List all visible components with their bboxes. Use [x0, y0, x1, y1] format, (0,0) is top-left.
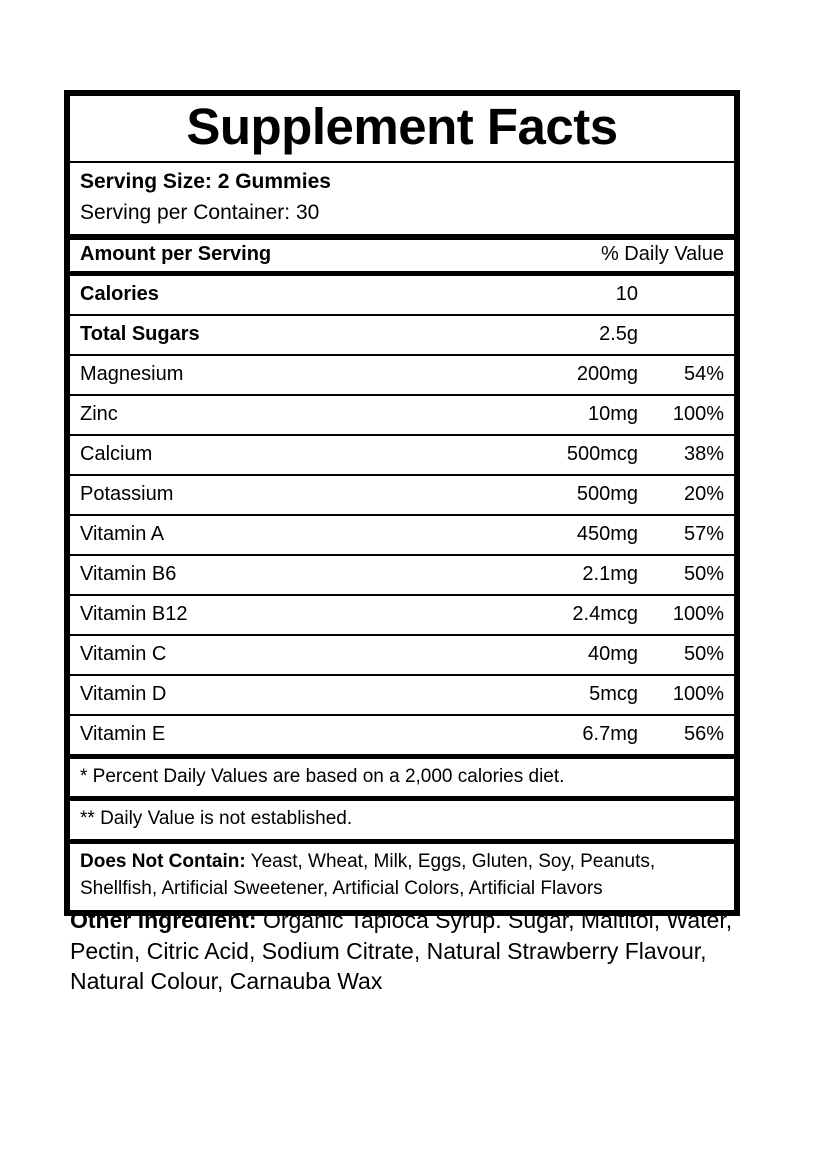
- other-ingredient-text: Organic Tapioca Syrup. Sugar, Maltitol, Water, Pectin, Citric Acid, Sodium Citrate, Natural Strawberry Flavour, Natural Colour, Carnauba Wax: [70, 907, 733, 995]
- daily-value-header: % Daily Value: [600, 242, 724, 265]
- table-row: [70, 356, 734, 396]
- table-row: [70, 596, 734, 636]
- other-ingredient-label: Other ingredient:: [70, 907, 257, 933]
- table-row: [70, 396, 734, 436]
- nutrient-daily-value: 56%: [683, 722, 724, 745]
- footnote-daily-values: * Percent Daily Values are based on a 2,000 calories diet.: [70, 754, 734, 797]
- nutrient-daily-value: 100%: [672, 402, 724, 425]
- nutrient-amount: 2.1mg: [582, 562, 638, 585]
- table-row: [70, 716, 734, 754]
- amount-per-serving-header: Amount per Serving: [80, 242, 272, 265]
- other-ingredients-statement: [70, 905, 750, 997]
- nutrient-amount: 200mg: [576, 362, 638, 385]
- nutrient-name: Calories: [80, 282, 159, 305]
- does-not-contain-text: Yeast, Wheat, Milk, Eggs, Gluten, Soy, Peanuts, Shellfish, Artificial Sweetener, Artificial Colors, Artificial Flavors: [80, 851, 656, 899]
- nutrient-daily-value: 100%: [672, 602, 724, 625]
- nutrient-amount: 10: [615, 282, 638, 305]
- nutrient-name: Vitamin E: [80, 722, 166, 745]
- nutrient-daily-value: 54%: [683, 362, 724, 385]
- nutrient-daily-value: 57%: [683, 522, 724, 545]
- page-title: Supplement Facts: [186, 98, 618, 155]
- nutrient-name: Vitamin C: [80, 642, 167, 665]
- table-row: [70, 676, 734, 716]
- nutrient-name: Vitamin D: [80, 682, 167, 705]
- nutrient-amount: 2.5g: [599, 322, 638, 345]
- supplement-facts-panel: [64, 90, 740, 916]
- does-not-contain-label: Does Not Contain:: [80, 851, 246, 873]
- nutrient-name: Vitamin B6: [80, 562, 177, 585]
- nutrient-amount: 2.4mcg: [572, 602, 638, 625]
- nutrient-amount: 10mg: [587, 402, 638, 425]
- table-row: [70, 516, 734, 556]
- footnote-not-established: ** Daily Value is not established.: [70, 796, 734, 839]
- nutrient-name: Potassium: [80, 482, 174, 505]
- nutrient-name: Calcium: [80, 442, 153, 465]
- nutrient-daily-value: 38%: [683, 442, 724, 465]
- serving-information: [70, 163, 734, 240]
- table-row: [70, 316, 734, 356]
- table-row: [70, 436, 734, 476]
- table-row: [70, 556, 734, 596]
- table-row: [70, 276, 734, 316]
- does-not-contain-statement: [70, 839, 734, 910]
- nutrient-name: Vitamin B12: [80, 602, 188, 625]
- nutrient-daily-value: 50%: [683, 562, 724, 585]
- nutrient-amount: 450mg: [576, 522, 638, 545]
- serving-size: Serving Size: 2 Gummies: [80, 170, 331, 194]
- nutrient-name: Total Sugars: [80, 322, 200, 345]
- panel-title-row: [70, 96, 734, 163]
- nutrient-amount: 5mcg: [589, 682, 638, 705]
- nutrient-daily-value: 100%: [672, 682, 724, 705]
- table-column-headers: [70, 240, 734, 276]
- nutrient-amount: 500mg: [576, 482, 638, 505]
- nutrient-amount: 6.7mg: [582, 722, 638, 745]
- nutrient-table: [70, 276, 734, 754]
- nutrient-name: Vitamin A: [80, 522, 165, 545]
- nutrient-amount: 500mcg: [566, 442, 638, 465]
- servings-per-container: Serving per Container: 30: [80, 200, 320, 224]
- nutrient-amount: 40mg: [587, 642, 638, 665]
- nutrient-daily-value: 50%: [683, 642, 724, 665]
- table-row: [70, 636, 734, 676]
- nutrient-name: Magnesium: [80, 362, 184, 385]
- table-row: [70, 476, 734, 516]
- nutrient-name: Zinc: [80, 402, 118, 425]
- nutrient-daily-value: 20%: [683, 482, 724, 505]
